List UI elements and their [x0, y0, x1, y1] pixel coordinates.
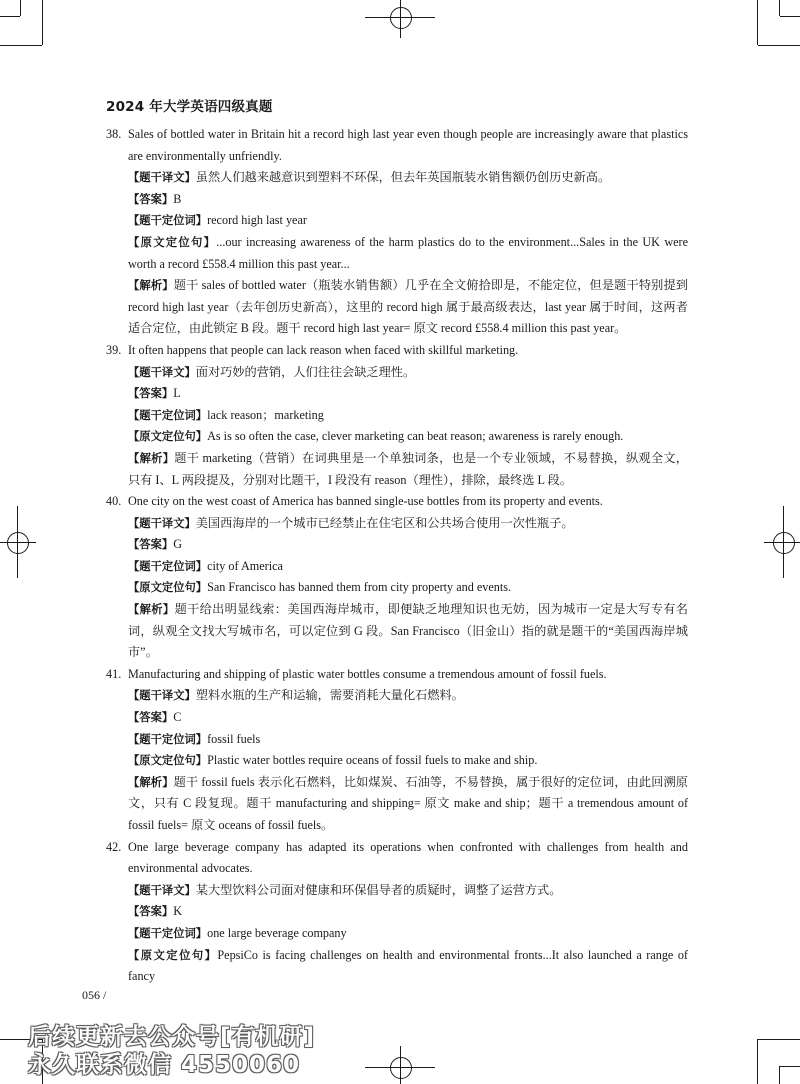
source-text: Plastic water bottles require oceans of fossil fuels to make and ship.	[207, 753, 538, 768]
analysis-label: 【解析】	[128, 451, 175, 465]
source-label: 【原文定位句】	[128, 754, 208, 768]
translation-text: 塑料水瓶的生产和运输，需要消耗大量化石燃料。	[195, 688, 464, 703]
analysis-text: 题干 fossil fuels 表示化石燃料，比如煤炭、石油等，不易替换，属于很好的定位词，由此回溯原文，只有 C 段复现。题干 manufacturing and shipping= 原文 make and ship；题干 a tremendous amount of fossil fuels= 原文 oceans of fossil fuels。	[128, 774, 688, 832]
source-text: ...our increasing awareness of the harm plastics do to the environment...Sales in the UK were worth a record £558.4 million this past year...	[128, 234, 688, 271]
question-42	[106, 837, 688, 988]
translation-label: 【题干译文】	[128, 365, 196, 379]
question-number: 38.	[106, 127, 122, 141]
answer-label: 【答案】	[128, 711, 174, 725]
answer-text: C	[173, 710, 182, 725]
question-stem: Manufacturing and shipping of plastic water bottles consume a tremendous amount of fossil fuels.	[128, 666, 607, 681]
question-number: 39.	[106, 342, 122, 357]
translation-text: 虽然人们越来越意识到塑料不环保，但去年英国瓶装水销售额仍创历史新高。	[195, 170, 611, 185]
analysis-label: 【解析】	[128, 279, 174, 293]
question-41	[106, 664, 688, 837]
keyword-label: 【题干定位词】	[128, 408, 208, 422]
question-number: 40.	[106, 494, 122, 509]
question-list	[106, 124, 688, 988]
watermark-line-2: 永久联系微信 4550060	[28, 1052, 301, 1078]
keyword-text: lack reason；marketing	[207, 407, 324, 422]
analysis-text: 题干 marketing（营销）在词典里是一个单独词条，也是一个专业领域，不易替换，纵观全文，只有 I、L 两段提及，分别对比题干，I 段没有 reason（理性），排除，最终选 L 段。	[128, 450, 688, 487]
question-stem: It often happens that people can lack reason when faced with skillful marketing.	[128, 342, 519, 357]
answer-text: L	[173, 386, 181, 401]
keyword-text: city of America	[207, 558, 283, 573]
analysis-text: 题干 sales of bottled water（瓶装水销售额）几乎在全文俯拾即是，不能定位，但是题干特别提到 record high last year（去年创历史新高），这里的 record high 属于最高级表达，last year 属于时间，这两者适合定位，由此锁定 B 段。题干 record high last year= 原文 record £558.4 million this past year。	[128, 278, 688, 336]
translation-label: 【题干译文】	[128, 171, 196, 185]
translation-label: 【题干译文】	[128, 883, 196, 897]
answer-text: K	[173, 904, 183, 919]
translation-label: 【题干译文】	[128, 516, 196, 530]
answer-label: 【答案】	[128, 538, 174, 552]
keyword-label: 【题干定位词】	[128, 732, 208, 746]
source-text: San Francisco has banned them from city property and events.	[207, 580, 512, 595]
keyword-label: 【题干定位词】	[128, 559, 208, 573]
keyword-text: one large beverage company	[207, 925, 347, 940]
source-label: 【原文定位句】	[128, 581, 208, 595]
answer-text: G	[173, 537, 183, 552]
question-39	[106, 340, 688, 491]
question-40	[106, 491, 688, 664]
translation-text: 某大型饮料公司面对健康和环保倡导者的质疑时，调整了运营方式。	[195, 882, 562, 897]
source-label: 【原文定位句】	[128, 430, 208, 444]
answer-label: 【答案】	[128, 192, 174, 206]
analysis-label: 【解析】	[128, 775, 174, 789]
question-stem: Sales of bottled water in Britain hit a record high last year even though people are increasingly aware that plastics are environmentally unfriendly.	[128, 127, 688, 163]
answer-label: 【答案】	[128, 905, 174, 919]
question-stem: One large beverage company has adapted its operations when confronted with challenges from health and environmental advocates.	[128, 839, 688, 876]
page-header: 2024 年大学英语四级真题	[106, 99, 273, 115]
question-number: 42.	[106, 839, 122, 854]
analysis-label: 【解析】	[128, 603, 175, 617]
source-text: As is so often the case, clever marketing can beat reason; awareness is rarely enough.	[207, 429, 624, 444]
translation-text: 美国西海岸的一个城市已经禁止在住宅区和公共场合使用一次性瓶子。	[195, 515, 574, 530]
watermark-line-1: 后续更新去公众号[有机研]	[28, 1024, 316, 1050]
keyword-text: record high last year	[207, 213, 307, 228]
answer-label: 【答案】	[128, 387, 174, 401]
keyword-label: 【题干定位词】	[128, 926, 208, 940]
source-label: 【原文定位句】	[128, 235, 217, 249]
translation-label: 【题干译文】	[128, 689, 196, 703]
page-number: 056 /	[82, 988, 107, 1002]
answer-text: B	[173, 191, 182, 206]
translation-text: 面对巧妙的营销，人们往往会缺乏理性。	[195, 364, 416, 379]
source-label: 【原文定位句】	[128, 948, 218, 962]
question-number: 41.	[106, 666, 122, 681]
keyword-text: fossil fuels	[207, 731, 261, 746]
keyword-label: 【题干定位词】	[128, 214, 208, 228]
question-38	[106, 124, 688, 340]
source-text: PepsiCo is facing challenges on health and environmental fronts...It also launched a range of fancy	[128, 947, 688, 984]
analysis-text: 题干给出明显线索：美国西海岸城市，即便缺乏地理知识也无妨，因为城市一定是大写专有名词，纵观全文找大写城市名，可以定位到 G 段。San Francisco（旧金山）指的就是题干的“美国西海岸城市”。	[128, 602, 688, 660]
question-stem: One city on the west coast of America has banned single-use bottles from its property and events.	[128, 494, 603, 509]
